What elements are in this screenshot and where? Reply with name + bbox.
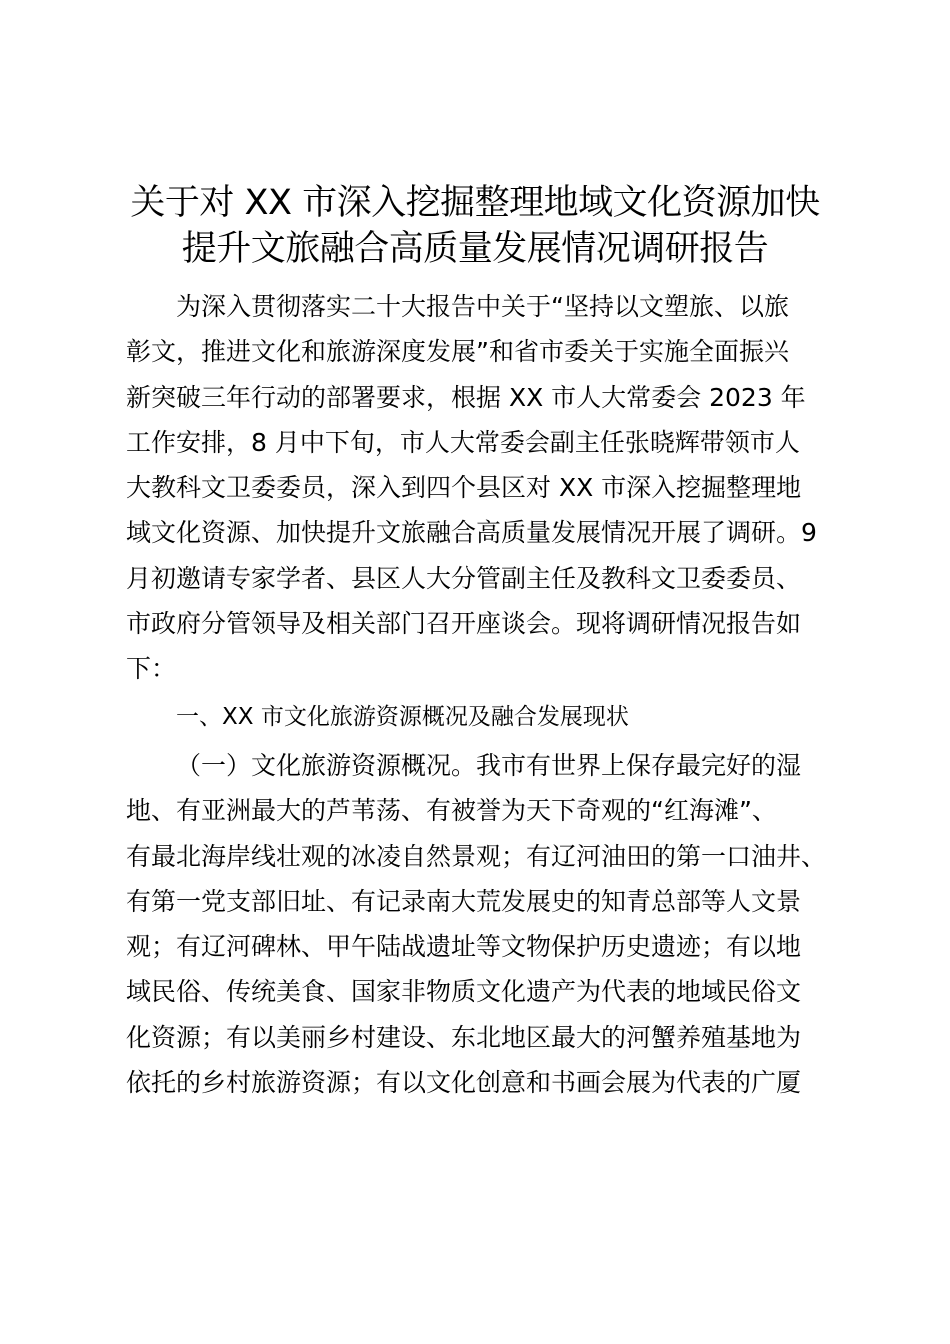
paragraph-line: 化资源；有以美丽乡村建设、东北地区最大的河蟹养殖基地为 <box>126 1022 802 1052</box>
paragraph-line: 观；有辽河碑林、甲午陆战遗址等文物保护历史遗迹；有以地 <box>126 932 802 962</box>
intro-paragraph <box>126 284 846 692</box>
paragraph-line: 有最北海岸线壮观的冰凌自然景观；有辽河油田的第一口油井、 <box>126 841 827 871</box>
document-body <box>126 284 846 1105</box>
subsection-paragraph <box>126 743 846 1105</box>
paragraph-line: 月初邀请专家学者、县区人大分管副主任及教科文卫委委员、 <box>126 563 802 593</box>
section-heading: 一、XX 市文化旅游资源概况及融合发展现状 <box>176 703 629 730</box>
paragraph-line: 依托的乡村旅游资源；有以文化创意和书画会展为代表的广厦 <box>126 1068 802 1098</box>
paragraph-line: 市政府分管领导及相关部门召开座谈会。现将调研情况报告如 <box>126 609 802 639</box>
paragraph-line: 域文化资源、加快提升文旅融合高质量发展情况开展了调研。9 <box>126 518 817 548</box>
document-title <box>110 180 840 272</box>
paragraph-line: 彰文，推进文化和旅游深度发展”和省市委关于实施全面振兴 <box>126 337 789 367</box>
paragraph-line: 大教科文卫委委员，深入到四个县区对 XX 市深入挖掘整理地 <box>126 473 802 503</box>
paragraph-line: 为深入贯彻落实二十大报告中关于“坚持以文塑旅、以旅 <box>176 292 789 321</box>
title-line: 关于对 XX 市深入挖掘整理地域文化资源加快 <box>130 183 820 223</box>
paragraph-line: 工作安排，8 月中下旬，市人大常委会副主任张晓辉带领市人 <box>126 427 800 457</box>
paragraph-line: 地、有亚洲最大的芦苇荡、有被誉为天下奇观的“红海滩”、 <box>126 796 777 826</box>
paragraph-line: 下： <box>126 654 177 684</box>
title-line: 提升文旅融合高质量发展情况调研报告 <box>181 229 769 269</box>
paragraph-line: 域民俗、传统美食、国家非物质文化遗产为代表的地域民俗文 <box>126 977 802 1007</box>
paragraph-line: 有第一党支部旧址、有记录南大荒发展史的知青总部等人文景 <box>126 886 802 916</box>
paragraph-line: （一）文化旅游资源概况。我市有世界上保存最完好的湿 <box>176 750 802 780</box>
paragraph-line: 新突破三年行动的部署要求，根据 XX 市人大常委会 2023 年 <box>126 382 806 412</box>
